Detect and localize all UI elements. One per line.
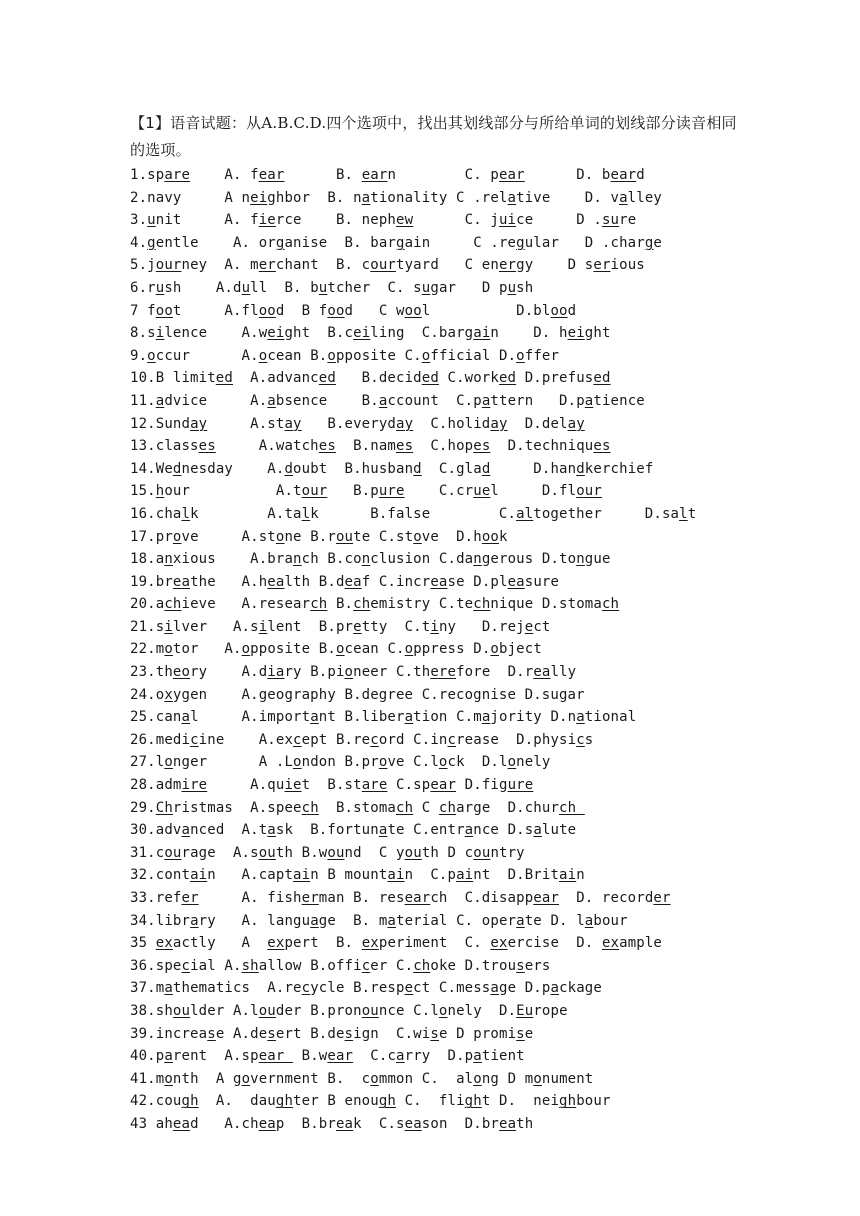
question-line: 39.increase A.desert B.design C.wise D promise <box>130 1025 534 1042</box>
underlined-segment: a <box>190 912 199 929</box>
underlined-segment: a <box>310 709 319 726</box>
underlined-segment: ea <box>499 1115 517 1132</box>
underlined-segment: g <box>275 234 285 251</box>
underlined-segment: ou <box>164 844 182 861</box>
underlined-segment: o <box>404 641 414 658</box>
underlined-segment: a <box>584 392 594 409</box>
question-line: 15.hour A.tour B.pure C.cruel D.flour <box>130 483 602 500</box>
underlined-segment: o <box>164 754 173 771</box>
underlined-segment: oo <box>550 302 568 319</box>
underlined-segment: ch <box>559 799 585 816</box>
question-line: 28.admire A.quiet B.stare C.spear D.figure <box>130 777 534 794</box>
underlined-segment: ed <box>498 370 517 387</box>
underlined-segment: es <box>396 438 414 455</box>
underlined-segment: e <box>353 618 362 635</box>
underlined-segment: i <box>258 618 268 635</box>
underlined-segment: ai <box>387 867 405 884</box>
underlined-segment: u <box>241 279 251 296</box>
underlined-segment: n <box>361 551 371 568</box>
underlined-segment: ei <box>250 189 268 206</box>
underlined-segment: oo <box>327 302 345 319</box>
underlined-segment: a <box>619 189 628 206</box>
underlined-segment: oo <box>155 302 173 319</box>
question-line: 36.special A.shallow B.officer C.choke D.trousers <box>130 957 551 974</box>
underlined-segment: ou <box>335 528 354 545</box>
underlined-segment: c <box>447 731 457 748</box>
question-line: 6.rush A.dull B. butcher C. sugar D push <box>130 279 534 296</box>
underlined-segment: o <box>172 528 182 545</box>
underlined-segment: o <box>438 754 448 771</box>
underlined-segment: ea <box>258 1115 276 1132</box>
underlined-segment: ew <box>396 212 414 229</box>
underlined-segment: ex <box>361 935 379 952</box>
question-line: 40.parent A.spear B.wear C.carry D.patient <box>130 1048 525 1065</box>
underlined-segment: al <box>516 505 534 522</box>
underlined-segment: i <box>430 618 439 635</box>
heading-text: 语音试题：从A.B.C.D.四个选项中，找出其划线部分与所给单词的划线部分读音相同的选项。 <box>130 114 737 159</box>
underlined-segment: d <box>172 460 182 477</box>
underlined-segment: a <box>267 822 276 839</box>
question-line: 43 ahead A.cheap B.break C.season D.breath <box>130 1115 534 1132</box>
underlined-segment: gh <box>378 1093 397 1110</box>
underlined-segment: a <box>464 822 474 839</box>
underlined-segment: ay <box>284 415 302 432</box>
underlined-segment: o <box>473 1070 482 1087</box>
underlined-segment: Eu <box>516 1002 534 1019</box>
question-line: 13.classes A.watches B.names C.hopes D.techniques <box>130 438 611 455</box>
underlined-segment: es <box>198 438 216 455</box>
underlined-segment: i <box>164 618 173 635</box>
underlined-segment: ie <box>258 212 276 229</box>
underlined-segment: o <box>370 1070 379 1087</box>
question-line: 24.oxygen A.geography B.degree C.recognise D.sugar <box>130 686 585 703</box>
underlined-segment: er <box>498 257 517 274</box>
underlined-segment: ch <box>164 596 182 613</box>
underlined-segment: ch <box>473 596 491 613</box>
underlined-segment: ear <box>361 167 388 183</box>
underlined-segment: ia <box>267 664 285 681</box>
underlined-segment: o <box>533 1070 542 1087</box>
question-line: 14.Wednesday A.doubt B.husband C.glad D.handkerchief <box>130 460 654 477</box>
underlined-segment: er <box>181 890 199 906</box>
underlined-segment: n <box>164 551 173 568</box>
question-line: 23.theory A.diary B.pioneer C.therefore D.really <box>130 664 577 681</box>
underlined-segment: o <box>293 754 302 771</box>
question-line: 31.courage A.south B.wound C youth D country <box>130 844 525 861</box>
underlined-segment: er <box>593 257 611 274</box>
underlined-segment: n <box>473 551 482 568</box>
underlined-segment: er <box>301 890 319 906</box>
question-line: 38.shoulder A.louder B.pronounce C.lonely D.Europe <box>130 1002 568 1019</box>
underlined-segment: c <box>190 731 199 748</box>
instruction-heading <box>130 110 740 164</box>
underlined-segment: ue <box>473 483 491 500</box>
underlined-segment: are <box>164 167 191 183</box>
underlined-segment: a <box>155 392 165 409</box>
question-line: 4.gentle A. organise B. bargain C .regular D .charge <box>130 234 663 251</box>
underlined-segment: o <box>438 1002 448 1019</box>
underlined-segment: er <box>258 257 276 274</box>
underlined-segment: o <box>258 347 268 364</box>
underlined-segment: ou <box>258 844 276 861</box>
question-line: 32.contain A.captain B mountain C.paint D.Britain <box>130 867 585 884</box>
underlined-segment: our <box>370 257 397 274</box>
underlined-segment: a <box>533 822 542 839</box>
question-line: 42.cough A. daughter B enough C. flight D. neighbour <box>130 1093 611 1110</box>
underlined-segment: o <box>164 641 173 658</box>
question-list <box>130 164 830 1136</box>
underlined-segment: a <box>181 709 191 726</box>
underlined-segment: u <box>147 212 156 229</box>
underlined-segment: oo <box>404 302 422 319</box>
underlined-segment: gh <box>181 1093 199 1110</box>
underlined-segment: ed <box>593 370 611 387</box>
underlined-segment: s <box>267 1025 276 1042</box>
underlined-segment: su <box>601 212 620 229</box>
underlined-segment: s <box>207 1025 216 1042</box>
underlined-segment: ai <box>473 325 491 342</box>
underlined-segment: u <box>421 279 431 296</box>
underlined-segment: x <box>164 686 173 703</box>
underlined-segment: Ch <box>155 799 173 816</box>
underlined-segment: eo <box>172 664 191 681</box>
question-line: 26.medicine A.except B.record C.increase D.physics <box>130 731 594 748</box>
underlined-segment: d <box>481 460 491 477</box>
underlined-segment: are <box>361 777 388 794</box>
underlined-segment: a <box>181 822 191 839</box>
underlined-segment: our <box>576 483 602 500</box>
underlined-segment: ea <box>507 573 525 590</box>
underlined-segment: ea <box>172 573 191 590</box>
underlined-segment: ear <box>498 167 525 183</box>
underlined-segment: s <box>344 1025 354 1042</box>
underlined-segment: o <box>413 528 422 545</box>
question-line: 9.occur A.ocean B.opposite C.official D.offer <box>130 347 560 364</box>
underlined-segment: d <box>413 460 422 477</box>
question-line: 5.journey A. merchant B. courtyard C energy D serious <box>130 257 645 274</box>
underlined-segment: c <box>361 957 371 974</box>
underlined-segment: u <box>155 279 165 296</box>
underlined-segment: g <box>147 234 156 251</box>
question-line: 16.chalk A.talk B.false C.altogether D.salt <box>130 505 697 522</box>
question-line: 10.B limited A.advanced B.decided C.worked D.prefused <box>130 370 611 387</box>
underlined-segment: o <box>241 1070 251 1087</box>
underlined-segment: l <box>679 505 688 522</box>
question-line: 17.prove A.stone B.route C.stove D.hook <box>130 528 508 545</box>
underlined-segment: ear <box>258 1048 294 1065</box>
question-line: 34.library A. language B. material C. operate D. labour <box>130 912 628 929</box>
underlined-segment: i <box>155 325 165 342</box>
underlined-segment: ei <box>567 325 585 342</box>
question-line: 25.canal A.important B.liberation C.majority D.national <box>130 709 637 726</box>
underlined-segment: our <box>155 257 182 274</box>
underlined-segment: o <box>241 641 251 658</box>
underlined-segment: ed <box>318 370 336 387</box>
underlined-segment: a <box>164 1048 173 1065</box>
underlined-segment: d <box>576 460 585 477</box>
underlined-segment: ea <box>430 573 448 590</box>
underlined-segment: gh <box>275 1093 294 1110</box>
question-line: 29.Christmas A.speech B.stomach C charge D.church <box>130 799 585 816</box>
underlined-segment: ay <box>490 415 508 432</box>
underlined-segment: c <box>293 731 302 748</box>
underlined-segment: er <box>653 890 671 906</box>
underlined-segment: ch <box>310 596 328 613</box>
underlined-segment: ea <box>404 1115 422 1132</box>
underlined-segment: a <box>164 980 173 997</box>
underlined-segment: ear <box>404 890 431 906</box>
question-line: 12.Sunday A.stay B.everyday C.holiday D.delay <box>130 415 585 432</box>
underlined-segment: ui <box>498 212 517 229</box>
underlined-segment: o <box>378 754 388 771</box>
underlined-segment: g <box>396 234 405 251</box>
underlined-segment: a <box>584 912 594 929</box>
underlined-segment: n <box>576 551 585 568</box>
question-line: 2.navy A neighbor B. nationality C .relative D. valley <box>130 189 662 206</box>
underlined-segment: a <box>396 1048 405 1065</box>
underlined-segment: ou <box>172 1002 191 1019</box>
question-line: 21.silver A.silent B.pretty C.tiny D.reject <box>130 618 551 635</box>
underlined-segment: ai <box>293 867 311 884</box>
underlined-segment: o <box>516 347 525 364</box>
underlined-segment: ex <box>267 935 285 952</box>
question-line: 8.silence A.weight B.ceiling C.bargain D. height <box>130 325 611 342</box>
question-line: 41.month A government B. common C. along D monument <box>130 1070 594 1087</box>
underlined-segment: ear <box>327 1048 354 1065</box>
underlined-segment: ear <box>533 890 560 906</box>
underlined-segment: gh <box>559 1093 577 1110</box>
question-line: 19.breathe A.health B.deaf C.increase D.pleasure <box>130 573 560 590</box>
underlined-segment: ed <box>215 370 233 387</box>
underlined-segment: ou <box>361 1002 379 1019</box>
underlined-segment: ear <box>610 167 637 183</box>
underlined-segment: ch <box>413 957 431 974</box>
underlined-segment: a <box>550 980 560 997</box>
question-line: 30.advanced A.task B.fortunate C.entrance D.salute <box>130 822 577 839</box>
underlined-segment: es <box>473 438 491 455</box>
underlined-segment: c <box>370 731 379 748</box>
underlined-segment: ay <box>567 415 585 432</box>
underlined-segment: l <box>181 505 191 522</box>
underlined-segment: a <box>473 1048 482 1065</box>
underlined-segment: o <box>335 641 345 658</box>
underlined-segment: c <box>181 957 191 974</box>
underlined-segment: s <box>516 1025 525 1042</box>
underlined-segment: ex <box>490 935 508 952</box>
underlined-segment: ure <box>378 483 405 500</box>
underlined-segment: e <box>524 618 534 635</box>
question-line: 1.spare A. fear B. earn C. pear D. beard <box>130 167 645 183</box>
underlined-segment: ex <box>601 935 620 952</box>
underlined-segment: ie <box>284 777 302 794</box>
question-line: 33.refer A. fisherman B. research C.disappear D. recorder <box>130 890 671 906</box>
underlined-segment: a <box>507 189 517 206</box>
underlined-segment: s <box>430 1025 439 1042</box>
underlined-segment: ed <box>421 370 439 387</box>
underlined-segment: ure <box>507 777 534 794</box>
underlined-segment: ex <box>155 935 173 952</box>
underlined-segment: o <box>327 347 336 364</box>
underlined-segment: a <box>378 392 388 409</box>
underlined-segment: ch <box>438 799 457 816</box>
underlined-segment: c <box>576 731 585 748</box>
underlined-segment: a <box>378 822 388 839</box>
underlined-segment: ea <box>172 1115 191 1132</box>
underlined-segment: es <box>593 438 611 455</box>
underlined-segment: ea <box>344 573 362 590</box>
underlined-segment: ei <box>267 325 285 342</box>
underlined-segment: o <box>275 528 285 545</box>
underlined-segment: a <box>267 392 276 409</box>
underlined-segment: a <box>490 980 499 997</box>
underlined-segment: u <box>507 279 517 296</box>
underlined-segment: o <box>421 347 431 364</box>
heading-prefix: 【1】 <box>130 114 171 132</box>
underlined-segment: es <box>318 438 336 455</box>
underlined-segment: a <box>516 912 525 929</box>
underlined-segment: ch <box>301 799 319 816</box>
underlined-segment: a <box>310 912 319 929</box>
underlined-segment: ire <box>181 777 208 794</box>
question-line: 18.anxious A.branch B.conclusion C.dangerous D.tongue <box>130 551 611 568</box>
underlined-segment: a <box>404 709 414 726</box>
question-line: 20.achieve A.research B.chemistry C.technique D.stomach <box>130 596 620 613</box>
underlined-segment: ea <box>533 664 551 681</box>
question-line: 7 foot A.flood B food C wool D.blood <box>130 302 577 319</box>
underlined-segment: ere <box>430 664 457 681</box>
underlined-segment: a <box>576 709 585 726</box>
question-line: 22.motor A.opposite B.ocean C.oppress D.object <box>130 641 542 658</box>
underlined-segment: oo <box>258 302 276 319</box>
underlined-segment: ou <box>258 1002 276 1019</box>
question-line: 3.unit A. fierce B. nephew C. juice D .sure <box>130 212 637 229</box>
underlined-segment: oo <box>481 528 500 545</box>
underlined-segment: ay <box>396 415 414 432</box>
underlined-segment: h <box>155 483 165 500</box>
underlined-segment: ch <box>396 799 414 816</box>
underlined-segment: ch <box>353 596 371 613</box>
underlined-segment: o <box>147 347 156 364</box>
underlined-segment: c <box>301 980 311 997</box>
underlined-segment: ea <box>267 573 285 590</box>
underlined-segment: a <box>361 189 371 206</box>
underlined-segment: a <box>481 709 491 726</box>
underlined-segment: ai <box>456 867 474 884</box>
question-line: 27.longer A .London B.prove C.lock D.lonely <box>130 754 551 771</box>
underlined-segment: ai <box>190 867 208 884</box>
underlined-segment: ea <box>335 1115 354 1132</box>
underlined-segment: d <box>284 460 294 477</box>
underlined-segment: ou <box>473 844 491 861</box>
underlined-segment: ay <box>190 415 208 432</box>
underlined-segment: a <box>481 392 491 409</box>
underlined-segment: sh <box>241 957 259 974</box>
underlined-segment: gh <box>464 1093 482 1110</box>
underlined-segment: our <box>301 483 328 500</box>
underlined-segment: ear <box>430 777 457 794</box>
underlined-segment: o <box>507 754 517 771</box>
underlined-segment: o <box>344 664 354 681</box>
underlined-segment: g <box>644 234 654 251</box>
question-line: 37.mathematics A.recycle B.respect C.message D.package <box>130 980 602 997</box>
underlined-segment: o <box>164 1070 173 1087</box>
underlined-segment: g <box>516 234 525 251</box>
underlined-segment: ai <box>559 867 577 884</box>
underlined-segment: ear <box>258 167 285 183</box>
underlined-segment: u <box>318 279 328 296</box>
underlined-segment: a <box>387 912 397 929</box>
underlined-segment: ou <box>404 844 422 861</box>
question-line: 35 exactly A expert B. experiment C. exercise D. example <box>130 935 663 952</box>
underlined-segment: ei <box>353 325 371 342</box>
underlined-segment: ou <box>327 844 345 861</box>
question-line: 11.advice A.absence B.account C.pattern D.patience <box>130 392 645 409</box>
underlined-segment: s <box>516 957 525 974</box>
underlined-segment: l <box>301 505 311 522</box>
underlined-segment: o <box>490 641 500 658</box>
underlined-segment: e <box>404 980 414 997</box>
underlined-segment: n <box>293 551 302 568</box>
underlined-segment: ch <box>601 596 620 613</box>
